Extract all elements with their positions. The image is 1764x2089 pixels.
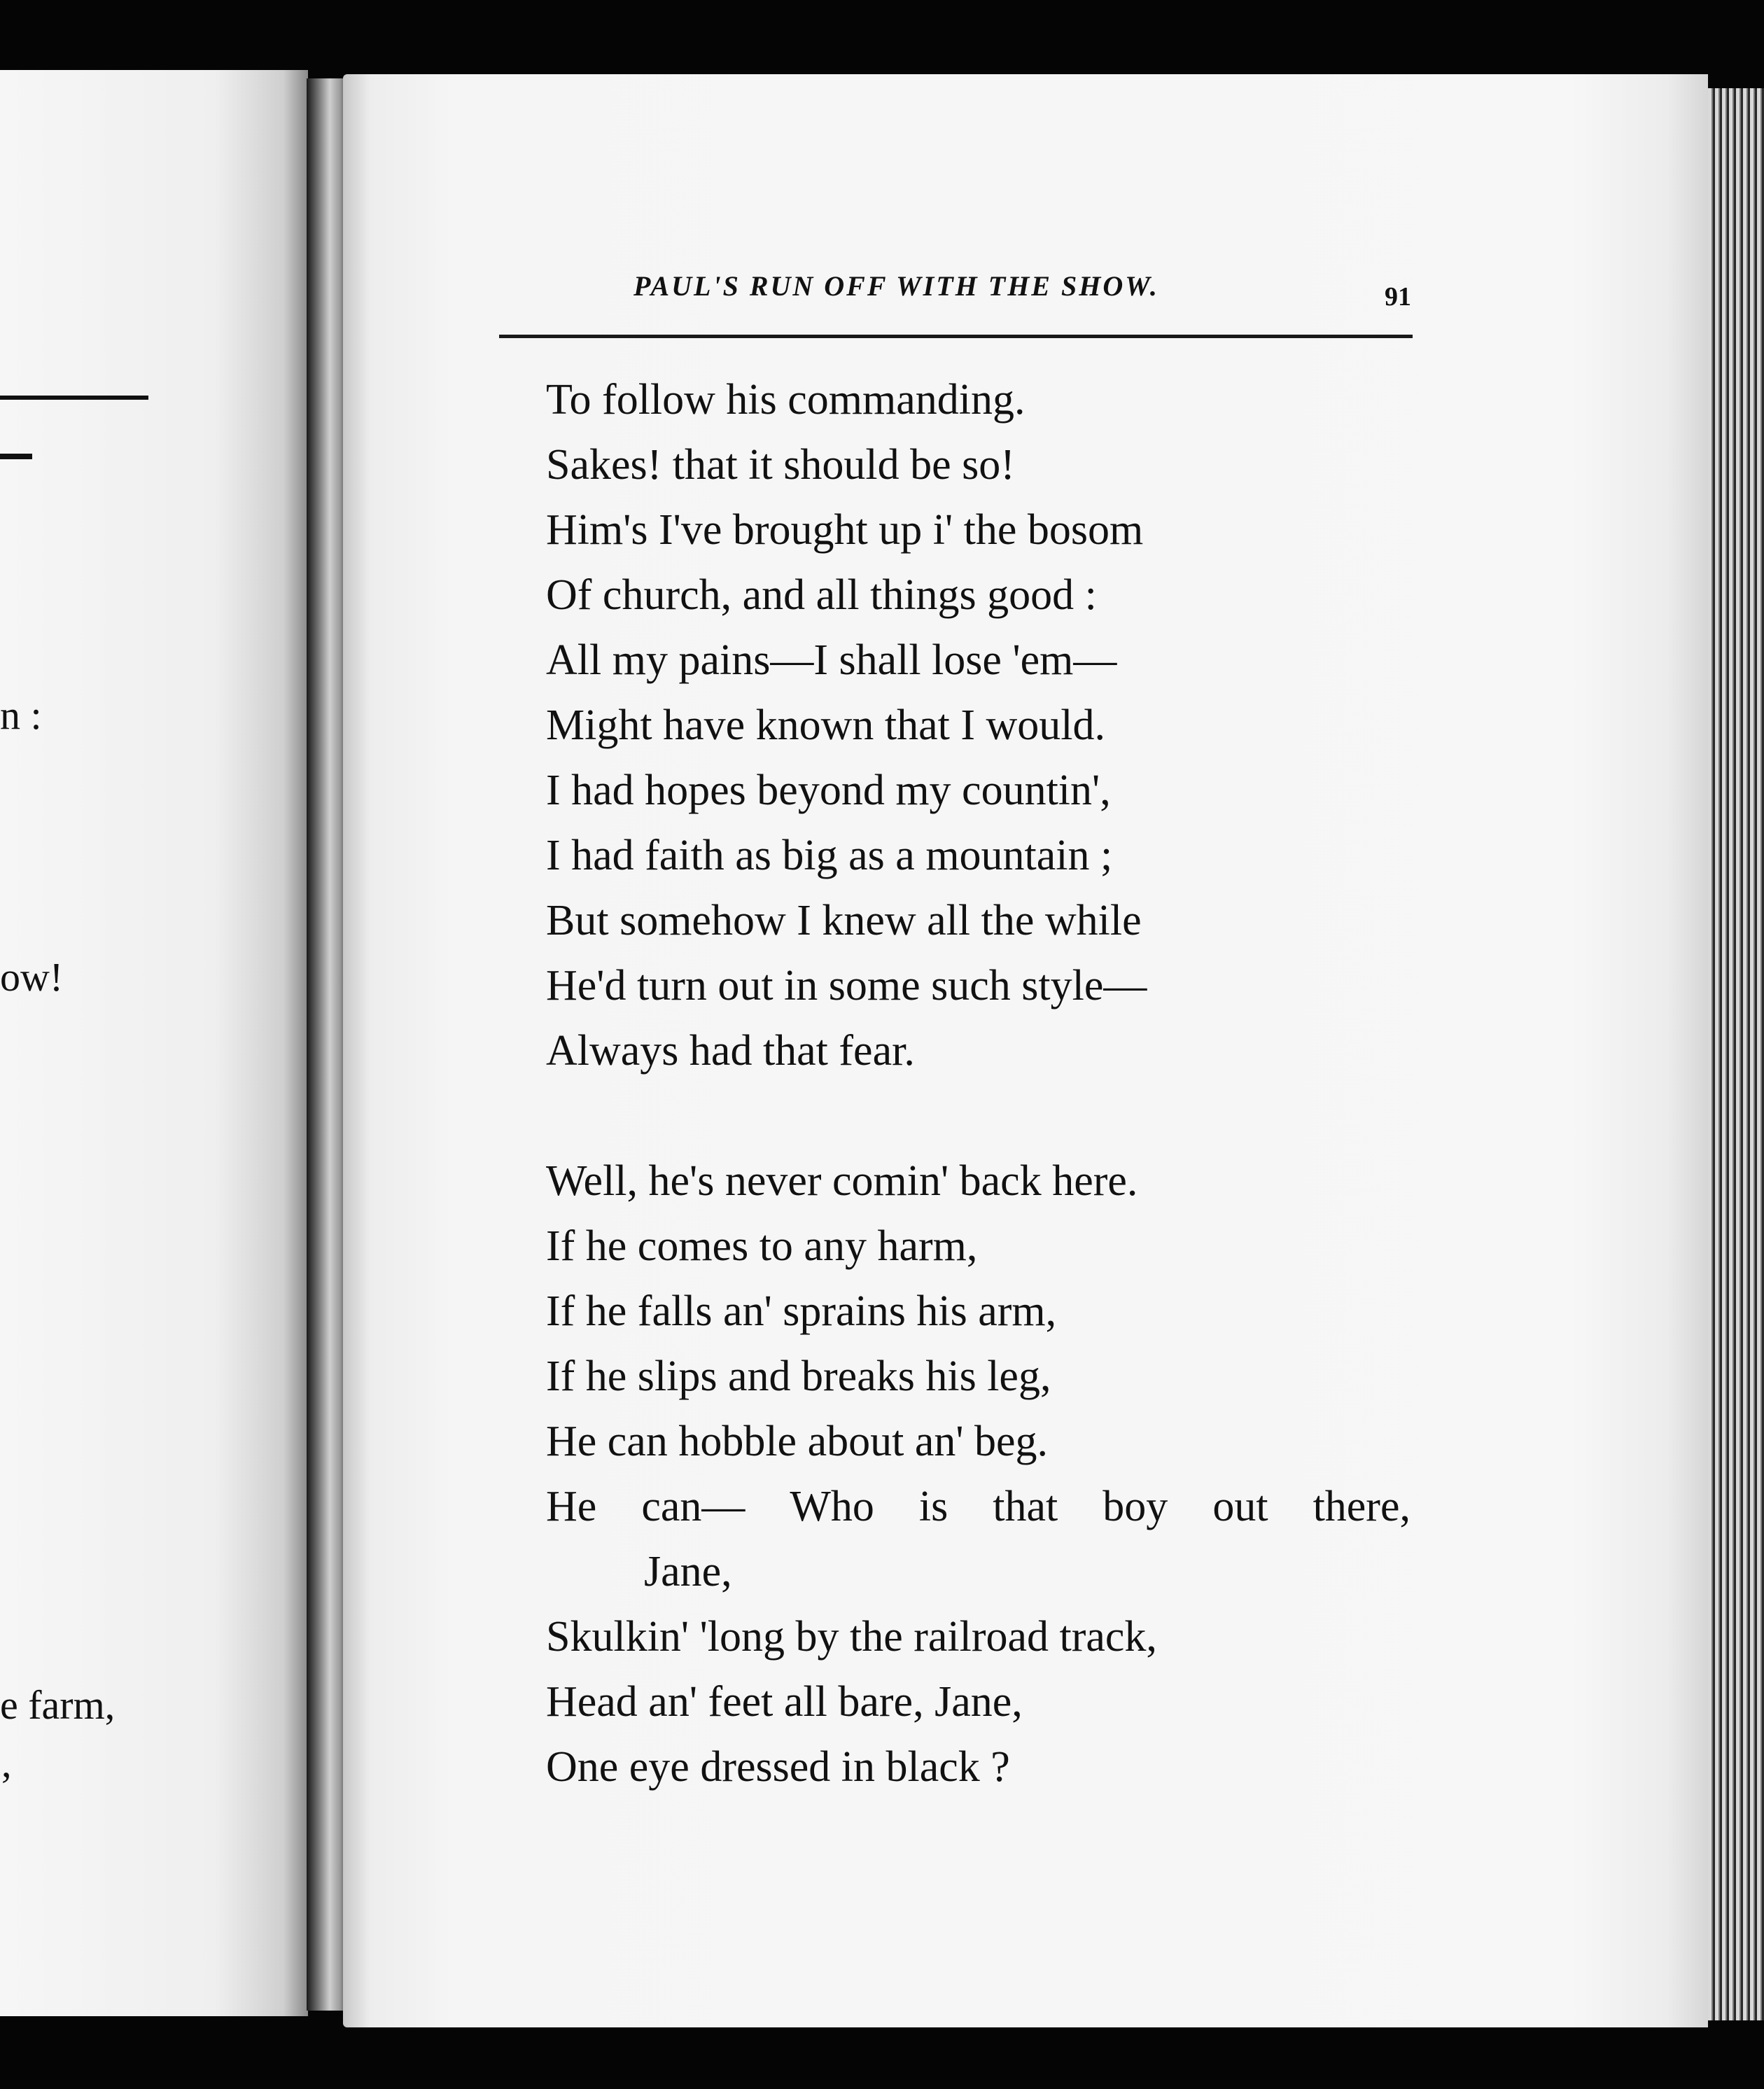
poem-line: Skulkin' 'long by the railroad track, <box>546 1613 1157 1661</box>
running-head: PAUL'S RUN OFF WITH THE SHOW. <box>634 270 1159 302</box>
page-edges <box>1708 88 1764 2020</box>
poem-line: Might have known that I would. <box>546 701 1106 749</box>
poem-line: If he comes to any harm, <box>546 1222 978 1270</box>
word: out <box>1212 1483 1268 1530</box>
poem-line: Him's I've brought up i' the bosom <box>546 506 1144 554</box>
word: is <box>918 1483 948 1530</box>
poem-line: Well, he's never comin' back here. <box>546 1157 1138 1205</box>
header-rule <box>499 335 1413 338</box>
poem-line: Head an' feet all bare, Jane, <box>546 1678 1023 1726</box>
word: boy <box>1102 1483 1168 1530</box>
poem-line: Always had that fear. <box>546 1027 915 1075</box>
poem-line: One eye dressed in black ? <box>546 1743 1010 1791</box>
left-page-fragment: , <box>1 1740 12 1786</box>
poem-line: I had faith as big as a mountain ; <box>546 832 1113 879</box>
poem-line: Of church, and all things good : <box>546 571 1097 619</box>
word: He <box>546 1483 597 1530</box>
poem-line: He can hobble about an' beg. <box>546 1418 1049 1465</box>
word: Who <box>790 1483 874 1530</box>
page-number: 91 <box>1385 282 1411 312</box>
poem-line: But somehow I knew all the while <box>546 897 1142 944</box>
left-page-dash <box>0 454 32 459</box>
poem-line: To follow his commanding. <box>546 376 1026 424</box>
poem-line: All my pains—I shall lose 'em— <box>546 636 1117 684</box>
left-page-fragment: n : <box>0 692 42 738</box>
poem-line: If he falls an' sprains his arm, <box>546 1287 1057 1335</box>
poem-line: If he slips and breaks his leg, <box>546 1353 1051 1400</box>
left-page-rule <box>0 396 148 400</box>
word: that <box>993 1483 1058 1530</box>
poem-text <box>546 368 1428 1800</box>
poem-line: He'd turn out in some such style— <box>546 962 1147 1009</box>
poem-line-justified <box>546 1474 1410 1539</box>
poem-line-continuation: Jane, <box>644 1548 732 1595</box>
facing-page-left <box>0 70 308 2016</box>
word: there, <box>1312 1483 1410 1530</box>
left-page-fragment: ow! <box>0 954 64 1000</box>
stanza-break <box>546 1084 1428 1149</box>
poem-line: I had hopes beyond my countin', <box>546 767 1111 814</box>
word: can— <box>641 1483 746 1530</box>
left-page-fragment: e farm, <box>0 1682 115 1728</box>
book-gutter <box>307 78 349 2011</box>
poem-line: Sakes! that it should be so! <box>546 441 1015 489</box>
